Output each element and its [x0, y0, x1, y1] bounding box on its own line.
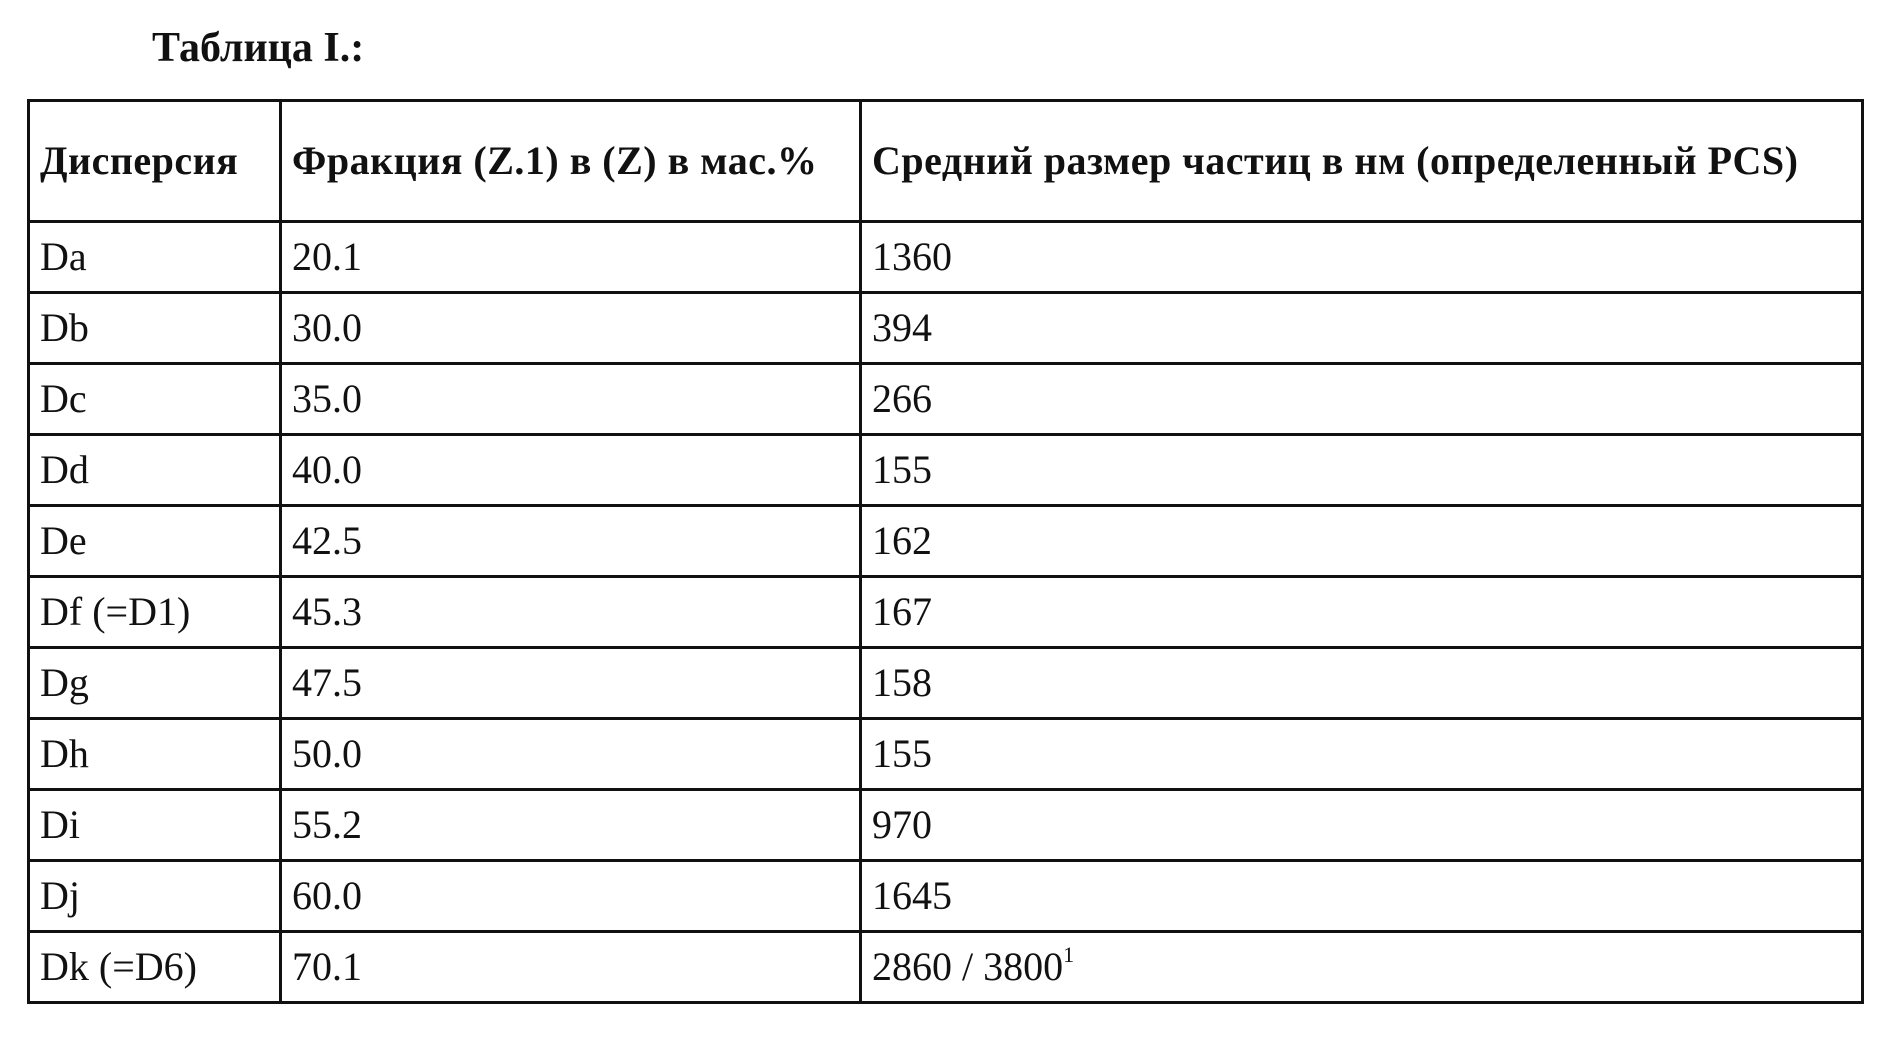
cell-fraction: 30.0: [281, 293, 861, 364]
footnote-mark: 1: [1063, 941, 1075, 967]
size-value: 155: [872, 731, 932, 776]
size-value: 1360: [872, 234, 952, 279]
cell-particle-size: [861, 364, 1863, 435]
size-value: 162: [872, 518, 932, 563]
cell-particle-size: [861, 648, 1863, 719]
cell-dispersion: Dg: [29, 648, 281, 719]
size-value: 266: [872, 376, 932, 421]
cell-dispersion: Dj: [29, 861, 281, 932]
cell-dispersion: Da: [29, 222, 281, 293]
cell-fraction: 45.3: [281, 577, 861, 648]
cell-fraction: 70.1: [281, 932, 861, 1003]
table-caption: Таблица I.:: [152, 25, 365, 71]
size-value: 970: [872, 802, 932, 847]
cell-dispersion: Dd: [29, 435, 281, 506]
table-row: [29, 506, 1863, 577]
size-value: 2860 / 3800: [872, 944, 1064, 989]
cell-fraction: 42.5: [281, 506, 861, 577]
cell-particle-size: [861, 222, 1863, 293]
cell-fraction: 55.2: [281, 790, 861, 861]
cell-particle-size: [861, 790, 1863, 861]
cell-particle-size: [861, 577, 1863, 648]
cell-particle-size: [861, 293, 1863, 364]
size-value: 158: [872, 660, 932, 705]
cell-dispersion: Dh: [29, 719, 281, 790]
table-header-row: [29, 101, 1863, 222]
table-row: [29, 577, 1863, 648]
cell-fraction: 47.5: [281, 648, 861, 719]
table-row: [29, 293, 1863, 364]
table-row: [29, 648, 1863, 719]
cell-fraction: 35.0: [281, 364, 861, 435]
header-dispersion: Дисперсия: [29, 101, 281, 222]
table-row: [29, 222, 1863, 293]
cell-dispersion: Dc: [29, 364, 281, 435]
table-row: [29, 790, 1863, 861]
cell-dispersion: De: [29, 506, 281, 577]
header-particle-size: Средний размер частиц в нм (определенный PCS): [861, 101, 1863, 222]
cell-dispersion: Dk (=D6): [29, 932, 281, 1003]
cell-particle-size: [861, 506, 1863, 577]
size-value: 167: [872, 589, 932, 634]
size-value: 1645: [872, 873, 952, 918]
table-row: [29, 932, 1863, 1003]
table-row: [29, 719, 1863, 790]
cell-particle-size: [861, 719, 1863, 790]
table-row: [29, 435, 1863, 506]
dispersion-table: [27, 99, 1864, 1004]
size-value: 155: [872, 447, 932, 492]
cell-fraction: 50.0: [281, 719, 861, 790]
cell-dispersion: Di: [29, 790, 281, 861]
cell-dispersion: Db: [29, 293, 281, 364]
cell-fraction: 60.0: [281, 861, 861, 932]
cell-dispersion: Df (=D1): [29, 577, 281, 648]
cell-fraction: 40.0: [281, 435, 861, 506]
table-row: [29, 861, 1863, 932]
cell-fraction: 20.1: [281, 222, 861, 293]
table-row: [29, 364, 1863, 435]
cell-particle-size: [861, 932, 1863, 1003]
cell-particle-size: [861, 435, 1863, 506]
size-value: 394: [872, 305, 932, 350]
cell-particle-size: [861, 861, 1863, 932]
header-fraction: Фракция (Z.1) в (Z) в мас.%: [281, 101, 861, 222]
